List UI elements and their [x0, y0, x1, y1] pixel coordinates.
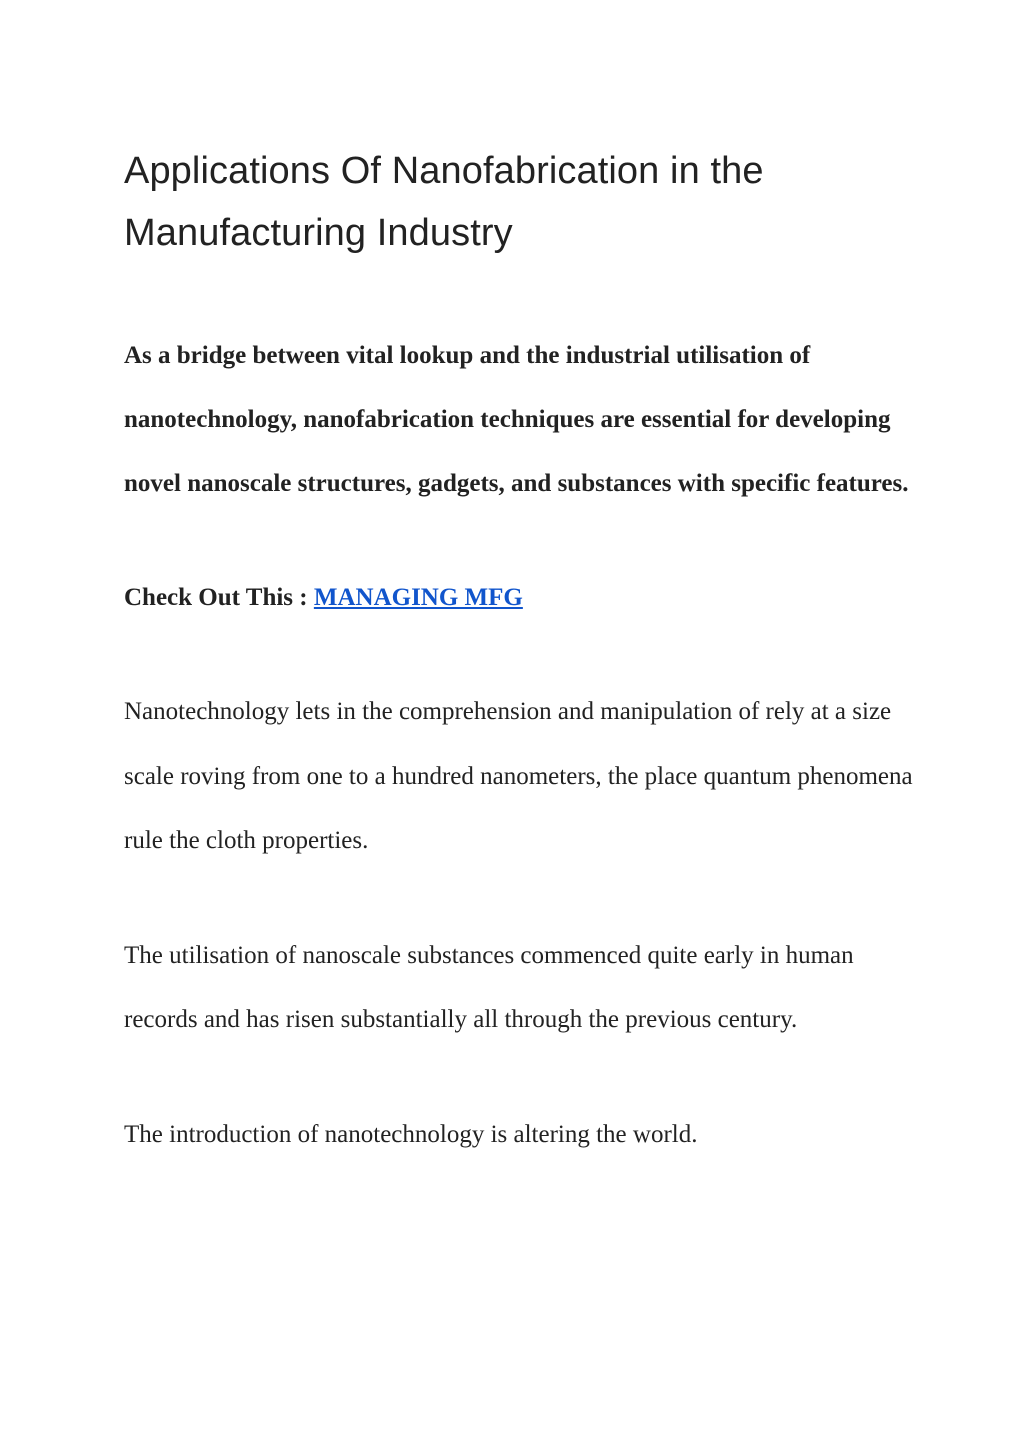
body-paragraph: The utilisation of nanoscale substances commenced quite early in human records and has risen substantially all through the previous century.	[124, 941, 854, 1033]
check-out-prefix: Check Out This :	[124, 584, 314, 611]
body-paragraph: The introduction of nanotechnology is altering the world.	[124, 1120, 698, 1148]
intro-paragraph: As a bridge between vital lookup and the industrial utilisation of nanotechnology, nanofabrication techniques are essential for developing novel nanoscale structures, gadgets, and substances with specific features.	[124, 342, 909, 497]
article-body	[124, 140, 914, 1167]
check-out-line	[124, 566, 914, 630]
article-title: Applications Of Nanofabrication in the Manufacturing Industry	[124, 150, 764, 254]
managing-mfg-link[interactable]: MANAGING MFG	[313, 584, 523, 611]
body-paragraph: Nanotechnology lets in the comprehension and manipulation of rely at a size scale roving from one to a hundred nanometers, the place quantum phenomena rule the cloth properties.	[124, 698, 913, 854]
